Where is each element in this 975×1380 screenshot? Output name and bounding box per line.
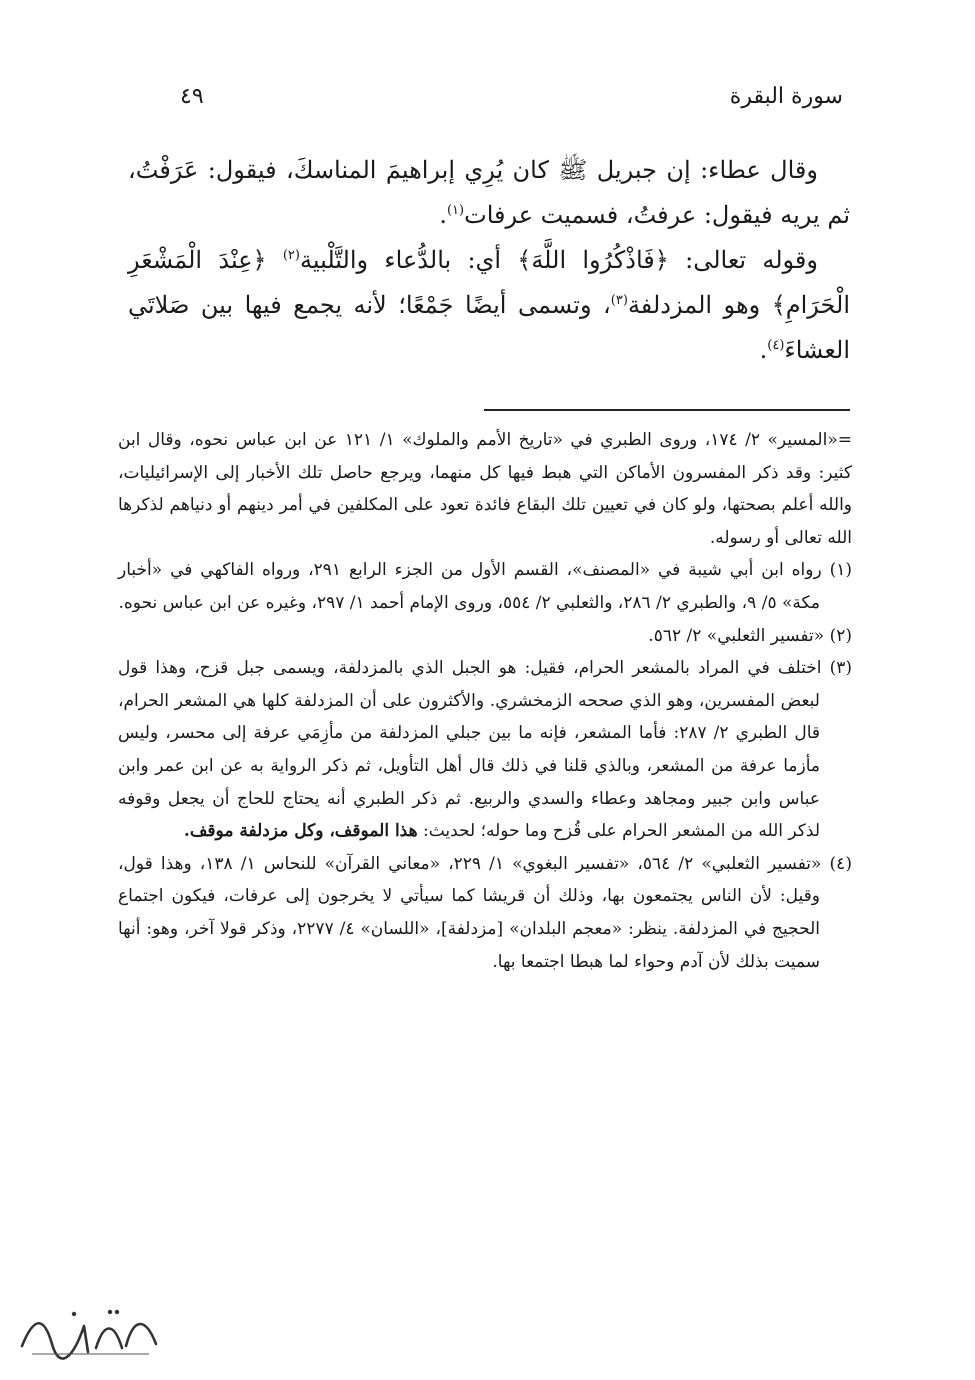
paragraph-text: وقال عطاء: إن جبريل ﷺ كان يُرِي إبراهيمَ المناسكَ، فيقول: عَرَفْتُ، ثم يريه فيقول: عرفتُ، فسميت عرفات bbox=[128, 156, 850, 229]
footnote-marker-4: (٤) bbox=[767, 338, 785, 353]
footnote-marker-1: (١) bbox=[446, 203, 465, 218]
main-text bbox=[128, 148, 850, 373]
footnote-1: (١) رواه ابن أبي شيبة في «المصنف»، القسم الأول من الجزء الرابع ٢٩١، ورواه الفاكهي في «أخبار مكة» ٥/ ٩، والطبري ٢/ ٢٨٦، والثعلبي ٢/ ٥٥٤، وروى الإمام أحمد ١/ ٢٩٧، وغيره عن ابن عباس نحوه. bbox=[118, 560, 853, 613]
calligraphy-logo-icon bbox=[14, 1296, 164, 1366]
footnote-marker-3: (٣) bbox=[610, 293, 628, 308]
footnotes bbox=[118, 424, 852, 978]
footnote-3-hadith: هذا الموقف، وكل مزدلفة موقف. bbox=[183, 821, 418, 842]
main-paragraph-2 bbox=[128, 238, 850, 373]
footnote-2: (٢) «تفسير الثعلبي» ٢/ ٥٦٢. bbox=[648, 625, 852, 646]
footnote-3-text: (٣) اختلف في المراد بالمشعر الحرام، فقيل: هو الجبل الذي بالمزدلفة، ويسمى جبل قزح، وهذا قول لبعض المفسرين، وهو الذي صححه الزمخشري. والأكثرون على أن المزدلفة كلها هي المشعر الحرام، قال الطبري ٢/ ٢٨٧: فأما المشعر، فإنه ما بين جبلي المزدلفة من مأزِمَي عرفة إلى محسر، وليس مأزما عرفة من المشعر، وبالذي قلنا في ذلك قال أهل التأويل، ثم ذكر الرواية به عن ابن عمر وابن عباس وابن جبير ومجاهد وعطاء والسدي والربيع. ثم ذكر الطبري أنه يحتاج للحاج أن يجعل وقوفه لذكر الله من المشعر الحرام على قُزح وما حوله؛ لحديث: bbox=[118, 658, 852, 842]
footnote-3 bbox=[118, 652, 852, 848]
footnote-4: (٤) «تفسير الثعلبي» ٢/ ٥٦٤، «تفسير البغوي» ١/ ٢٢٩، «معاني القرآن» للنحاس ١/ ١٣٨، وهذا قول، وقيل: لأن الناس يجتمعون بها، وذلك أن قريشا كما سيأتي لا يخرجون إلى عرفات، فيكون اجتماع الحجيج في المزدلفة. ينظر: «معجم البلدان» [مزدلفة]، «اللسان» ٤/ ٢٢٧٧، وذكر قولا آخر، وهو: أنها سميت بذلك لأن آدم وحواء لما هبطا اجتمعا بها. bbox=[118, 853, 852, 972]
main-paragraph-1 bbox=[128, 148, 850, 238]
library-stamp-logo bbox=[14, 1296, 164, 1366]
footnote-marker-2: (٢) bbox=[282, 248, 300, 263]
paragraph-end: . bbox=[759, 336, 768, 364]
paragraph-text: وقوله تعالى: ﴿فَاذْكُرُوا اللَّهَ﴾ أي: بالدُّعاء والتَّلْبية bbox=[299, 246, 818, 274]
footnote-continuation: =«المسير» ٢/ ١٧٤، وروى الطبري في «تاريخ الأمم والملوك» ١/ ١٢١ عن ابن عباس نحوه، وقال ابن كثير: وقد ذكر المفسرون الأماكن التي هبط فيها كل منهما، ويرجع حاصل تلك الأخبار إلى الإسرائيليات، والله أعلم بصحتها، ولو كان في تعيين تلك البقاع فائدة تعود على المكلفين في أمر دينهم أو دنياهم لذكرها الله تعالى أو رسوله. bbox=[118, 430, 852, 548]
paragraph-text: ، وتسمى أيضًا جَمْعًا؛ لأنه يجمع فيها بين صَلاتَي العشاءَ bbox=[128, 291, 850, 364]
paragraph-end: . bbox=[439, 201, 447, 229]
paragraph-text: ﴿عِنْدَ الْمَشْعَرِ الْحَرَامِ﴾ وهو المزدلفة bbox=[128, 246, 851, 319]
page-number: ٤٩ bbox=[180, 84, 204, 109]
running-header-surah-title: سورة البقرة bbox=[729, 84, 843, 109]
footnote-divider bbox=[484, 409, 850, 411]
